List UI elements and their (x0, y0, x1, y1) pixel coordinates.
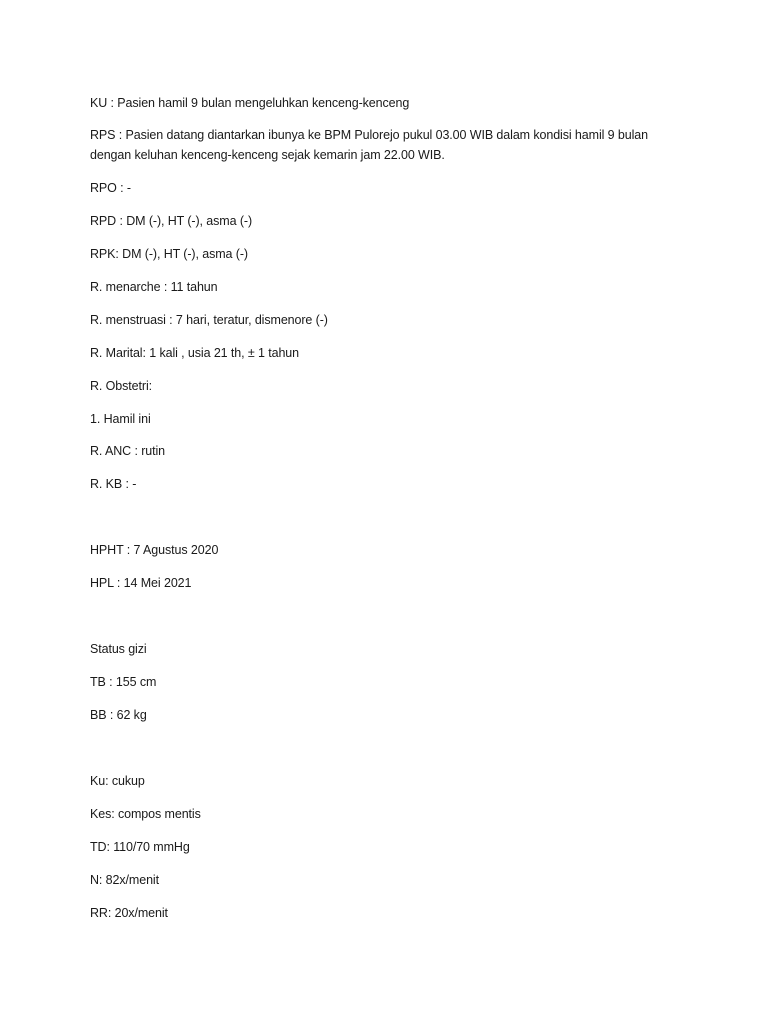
text-line-ku-cukup: Ku: cukup (90, 774, 145, 788)
text-line-ku: KU : Pasien hamil 9 bulan mengeluhkan kenceng-kenceng (90, 96, 410, 110)
text-line-hpl: HPL : 14 Mei 2021 (90, 576, 192, 590)
text-line-anc: R. ANC : rutin (90, 444, 166, 458)
text-line-td: TD: 110/70 mmHg (90, 840, 190, 854)
text-line-obstetri: R. Obstetri: (90, 379, 153, 393)
text-line-rpo: RPO : - (90, 181, 131, 195)
text-line-menarche: R. menarche : 11 tahun (90, 280, 218, 294)
text-line-menstruasi: R. menstruasi : 7 hari, teratur, dismenore (-) (90, 313, 328, 327)
text-line-kes: Kes: compos mentis (90, 807, 201, 821)
text-line-rpk: RPK: DM (-), HT (-), asma (-) (90, 247, 248, 261)
text-line-rps: RPS : Pasien datang diantarkan ibunya ke BPM Pulorejo pukul 03.00 WIB dalam kondisi hamil 9 bulan (90, 128, 648, 142)
text-line-nadi: N: 82x/menit (90, 873, 159, 887)
text-line-tb: TB : 155 cm (90, 675, 157, 689)
text-line-kb: R. KB : - (90, 477, 137, 491)
text-line-marital: R. Marital: 1 kali , usia 21 th, ± 1 tahun (90, 346, 300, 360)
text-line-rpd: RPD : DM (-), HT (-), asma (-) (90, 214, 253, 228)
text-line-status-gizi: Status gizi (90, 642, 147, 656)
text-line-rr: RR: 20x/menit (90, 906, 168, 920)
text-line-rps-cont: dengan keluhan kenceng-kenceng sejak kemarin jam 22.00 WIB. (90, 148, 445, 162)
text-line-hamil-ini: 1. Hamil ini (90, 412, 151, 426)
text-line-bb: BB : 62 kg (90, 708, 147, 722)
text-line-hpht: HPHT : 7 Agustus 2020 (90, 543, 219, 557)
